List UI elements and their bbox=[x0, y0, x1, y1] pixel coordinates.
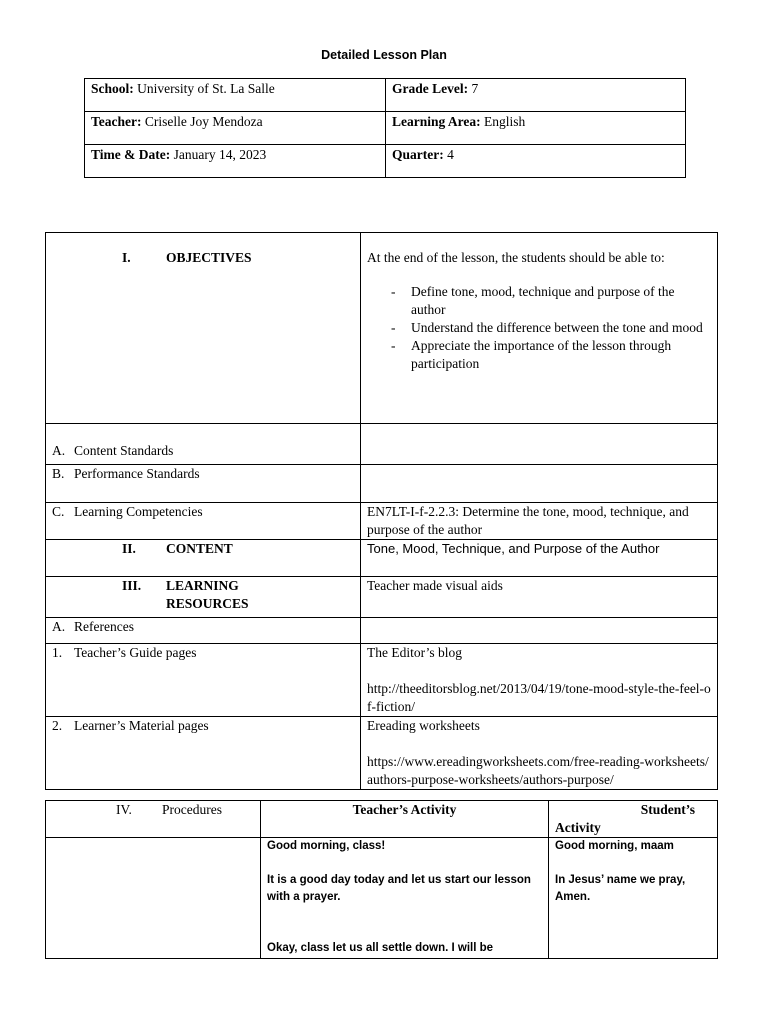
teachers-guide-value: The Editor’s blog bbox=[367, 645, 462, 660]
grade-label: Grade Level: bbox=[392, 81, 469, 96]
student-line: In Jesus’ name we pray, Amen. bbox=[555, 874, 686, 903]
time-value: January 14, 2023 bbox=[173, 147, 267, 162]
time-label: Time & Date: bbox=[91, 147, 171, 162]
content-heading: CONTENT bbox=[166, 541, 233, 556]
objective-item: - Appreciate the importance of the lesson through participation bbox=[367, 337, 711, 373]
school-value: University of St. La Salle bbox=[137, 81, 275, 96]
objectives-heading-cell bbox=[46, 233, 361, 424]
content-standards-letter: A. bbox=[52, 443, 66, 458]
content-standards-cell bbox=[46, 424, 361, 465]
content-standards-value bbox=[361, 424, 718, 465]
teacher-activity-cell bbox=[261, 838, 549, 959]
time-cell bbox=[85, 145, 386, 178]
performance-standards-cell bbox=[46, 465, 361, 503]
learning-competencies-letter: C. bbox=[52, 504, 65, 519]
objectives-heading: OBJECTIVES bbox=[166, 250, 252, 265]
teachers-guide-number: 1. bbox=[52, 645, 63, 660]
procedures-label: Procedures bbox=[162, 802, 222, 817]
school-cell bbox=[85, 79, 386, 112]
teacher-line: It is a good day today and let us start our lesson with a prayer. bbox=[267, 874, 531, 903]
learning-competencies-label: Learning Competencies bbox=[74, 504, 203, 519]
teacher-line: Okay, class let us all settle down. I will be bbox=[267, 942, 494, 954]
student-activity-header-cell bbox=[549, 801, 718, 838]
learners-material-value-cell bbox=[361, 717, 718, 790]
grade-cell bbox=[386, 79, 686, 112]
content-standards-label: Content Standards bbox=[74, 443, 174, 458]
area-label: Learning Area: bbox=[392, 114, 481, 129]
teachers-guide-url: http://theeditorsblog.net/2013/04/19/tone-mood-style-the-feel-of-fiction/ bbox=[367, 681, 711, 714]
references-label: References bbox=[74, 619, 134, 634]
student-activity-header-line2: Activity bbox=[555, 820, 601, 835]
performance-standards-letter: B. bbox=[52, 466, 65, 481]
quarter-cell bbox=[386, 145, 686, 178]
document-title: Detailed Lesson Plan bbox=[321, 48, 447, 62]
teacher-activity-header: Teacher’s Activity bbox=[261, 801, 549, 838]
objectives-list bbox=[367, 283, 711, 373]
resources-heading-line2: RESOURCES bbox=[166, 596, 249, 611]
performance-standards-value bbox=[361, 465, 718, 503]
objective-item: - Understand the difference between the tone and mood bbox=[367, 319, 711, 337]
lesson-main-table bbox=[45, 232, 718, 790]
teachers-guide-label: Teacher’s Guide pages bbox=[74, 645, 197, 660]
learners-material-label: Learner’s Material pages bbox=[74, 718, 209, 733]
teacher-label: Teacher: bbox=[91, 114, 142, 129]
grade-value: 7 bbox=[471, 81, 479, 96]
content-numeral: II. bbox=[122, 541, 136, 556]
references-value bbox=[361, 618, 718, 644]
resources-heading-cell bbox=[46, 577, 361, 618]
teacher-value: Criselle Joy Mendoza bbox=[144, 114, 263, 129]
teachers-guide-value-cell bbox=[361, 644, 718, 717]
content-heading-cell bbox=[46, 540, 361, 577]
lesson-info-table bbox=[84, 78, 686, 178]
procedures-empty-cell bbox=[46, 838, 261, 959]
learners-material-number: 2. bbox=[52, 718, 63, 733]
learning-competencies-value: EN7LT-I-f-2.2.3: Determine the tone, mood, technique, and purpose of the author bbox=[361, 503, 718, 540]
teacher-cell bbox=[85, 112, 386, 145]
student-activity-header-line1: Student’s bbox=[640, 802, 695, 817]
teachers-guide-cell bbox=[46, 644, 361, 717]
content-value: Tone, Mood, Technique, and Purpose of the Author bbox=[361, 540, 718, 577]
objectives-content-cell bbox=[361, 233, 718, 424]
objective-item: - Define tone, mood, technique and purpose of the author bbox=[367, 283, 711, 319]
resources-value: Teacher made visual aids bbox=[361, 577, 718, 618]
resources-numeral: III. bbox=[122, 578, 142, 593]
quarter-value: 4 bbox=[447, 147, 454, 162]
procedures-table bbox=[45, 800, 718, 959]
student-activity-cell bbox=[549, 838, 718, 959]
procedures-label-cell bbox=[46, 801, 261, 838]
resources-heading-line1: LEARNING bbox=[166, 578, 239, 593]
quarter-label: Quarter: bbox=[392, 147, 444, 162]
references-cell bbox=[46, 618, 361, 644]
area-cell bbox=[386, 112, 686, 145]
student-line: Good morning, maam bbox=[555, 840, 674, 852]
references-letter: A. bbox=[52, 619, 66, 634]
teacher-line: Good morning, class! bbox=[267, 840, 386, 852]
learners-material-value: Ereading worksheets bbox=[367, 718, 480, 733]
learning-competencies-cell bbox=[46, 503, 361, 540]
school-label: School: bbox=[91, 81, 134, 96]
objectives-numeral: I. bbox=[122, 250, 131, 265]
objectives-intro: At the end of the lesson, the students should be able to: bbox=[367, 250, 665, 265]
learners-material-url: https://www.ereadingworksheets.com/free-reading-worksheets/authors-purpose-worksheets/authors-purpose/ bbox=[367, 754, 709, 787]
area-value: English bbox=[484, 114, 526, 129]
learners-material-cell bbox=[46, 717, 361, 790]
procedures-numeral: IV. bbox=[116, 802, 132, 817]
performance-standards-label: Performance Standards bbox=[74, 466, 200, 481]
